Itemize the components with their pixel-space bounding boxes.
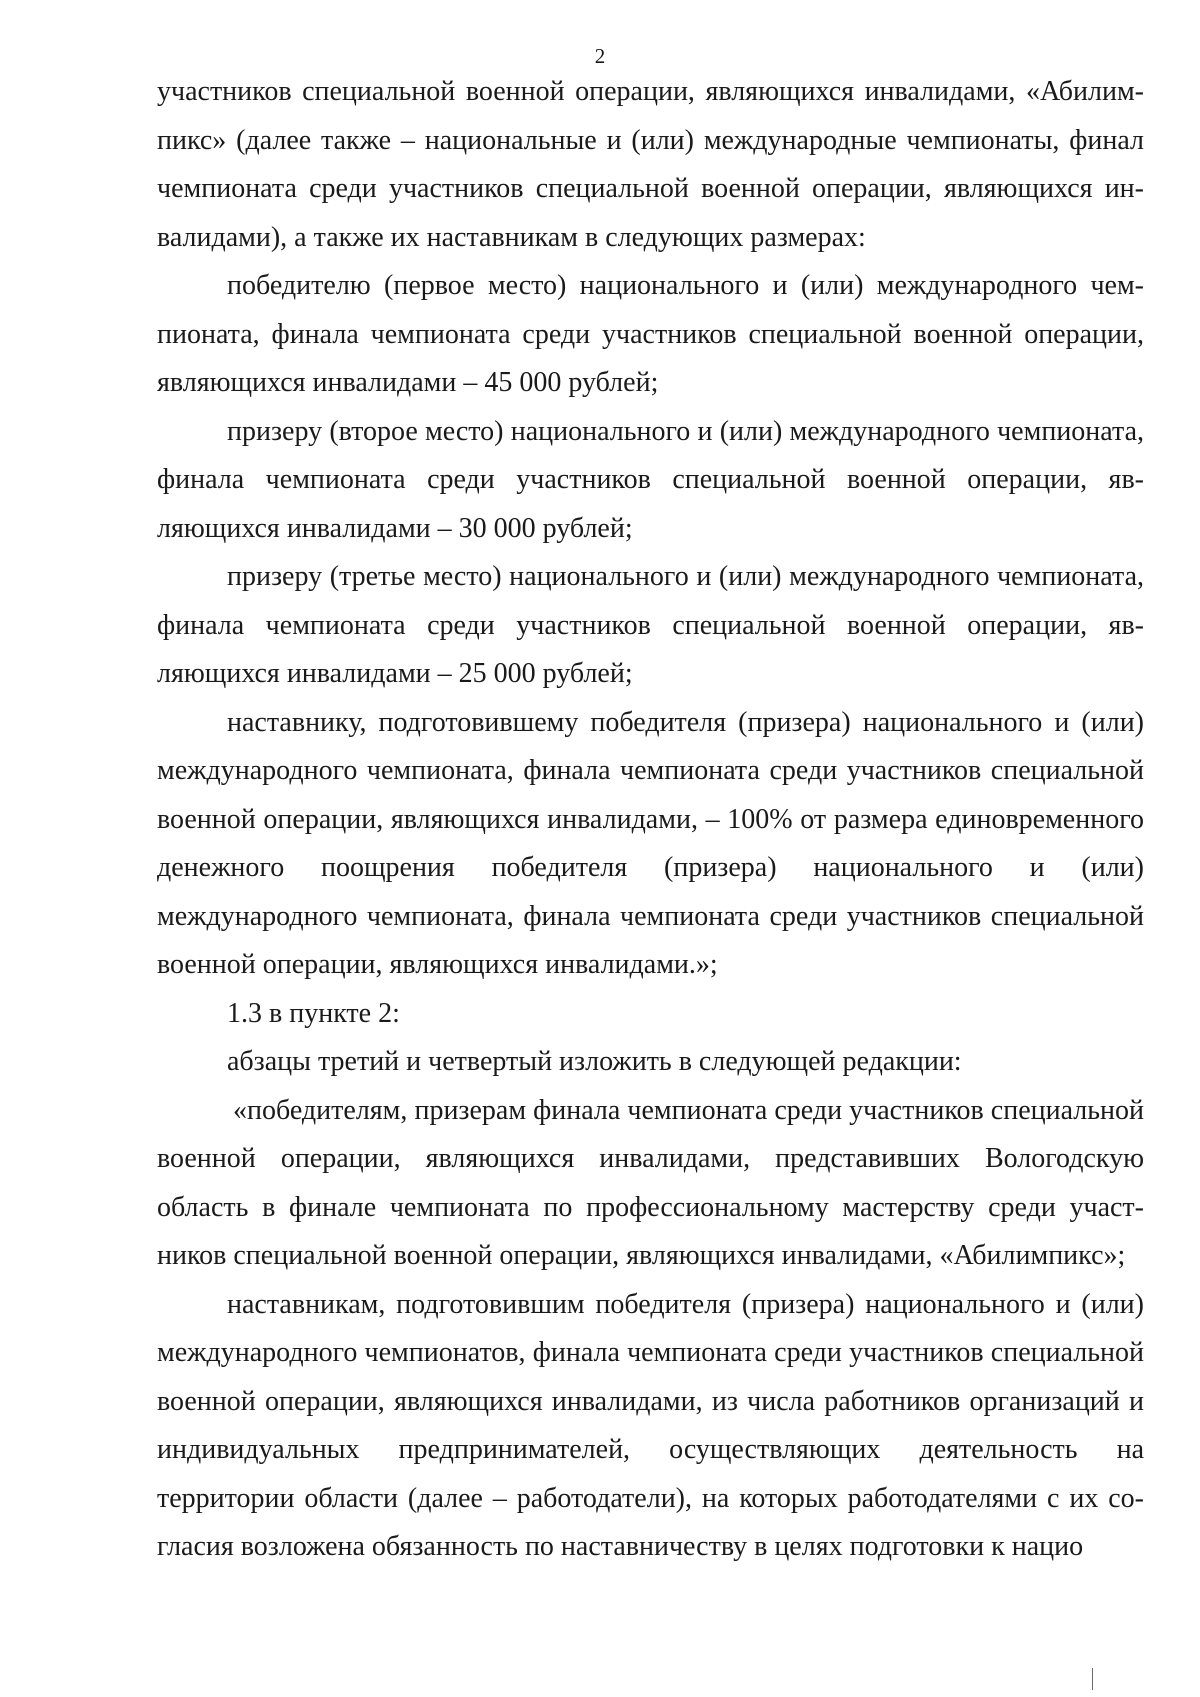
paragraph-second-place: призеру (второе место) национального и (или) международного чемпионата, финала чемпионата среди участников специальной военной операции, являющихся инвалидами – 30 000 рублей;: [157, 415, 1144, 544]
paragraph-mentor-reward: наставнику, подготовившему победителя (призера) национального и (или) международного чемпионата, финала чемпионата среди участников специальной военной операции, являющихся инвалидами, – 100% от размера единовременного денежного поощрения победителя (призера) национального и (или) международного чемпионата, финала чемпионата среди участников специальной военной операции, являющихся инвалидами.»;: [157, 706, 1144, 980]
paragraph-amendment-intro: абзацы третий и четвертый изложить в следующей редакции:: [227, 1046, 962, 1077]
scan-edge-mark: [1092, 1668, 1093, 1690]
page-number: 2: [594, 44, 606, 68]
document-body: [157, 68, 1144, 1572]
paragraph-winners-quote: «победителям, призерам финала чемпионата среди участников специальной военной операции, являющихся инвалидами, представивших Вологодскую область в финале чемпионата по профессиональному мастерству среди участников специальной военной операции, являющихся инвалидами, «Абилимпикс»;: [157, 1094, 1144, 1271]
paragraph-clause-1-3: 1.3 в пункте 2:: [227, 997, 400, 1029]
paragraph-mentors: наставникам, подготовившим победителя (призера) национального и (или) международного чемпионатов, финала чемпионата среди участников специальной военной операции, являющихся инвалидами, из числа работников организаций и индивидуальных предпринимателей, осуществляющих деятельность на территории области (далее – работодатели), на которых работодателями с их согласия возложена обязанность по наставничеству в целях подготовки к нацио: [157, 1288, 1144, 1562]
paragraph-first-place: победителю (первое место) национального и (или) международного чемпионата, финала чемпионата среди участников специальной военной операции, являющихся инвалидами – 45 000 рублей;: [157, 270, 1144, 398]
paragraph-third-place: призеру (третье место) национального и (или) международного чемпионата, финала чемпионата среди участников специальной военной операции, являющихся инвалидами – 25 000 рублей;: [157, 561, 1144, 689]
paragraph-continuation: участников специальной военной операции, являющихся инвалидами, «Абилимпикс» (далее также – национальные и (или) международные чемпионаты, финал чемпионата среди участников специальной военной операции, являющихся инвалидами), а также их наставникам в следующих размерах:: [157, 76, 1144, 253]
